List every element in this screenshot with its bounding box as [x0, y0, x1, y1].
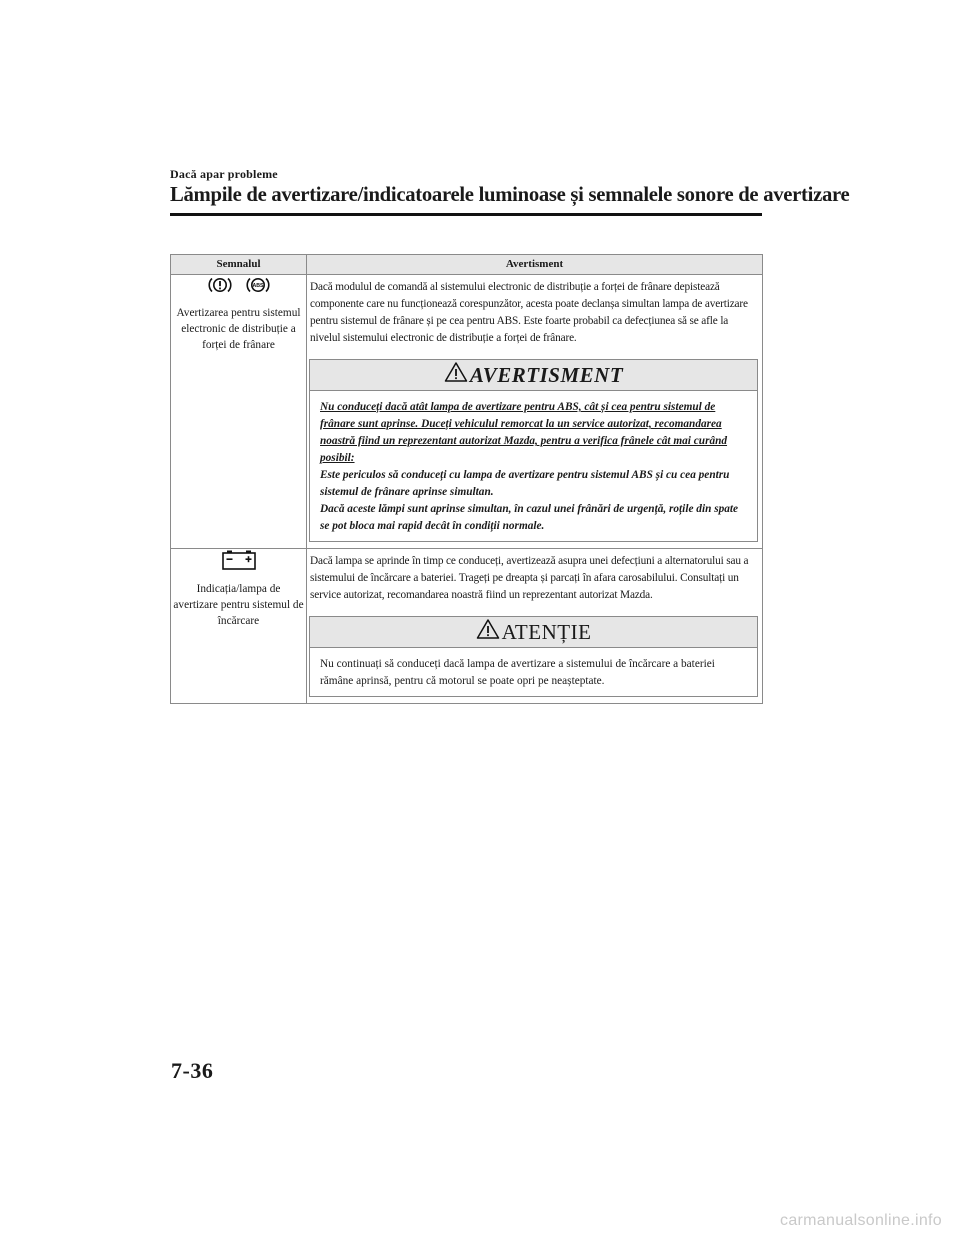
notice-text: Este periculos să conduceți cu lampa de avertizare pentru sistemul ABS și cu cea pentru sistemul de frânare aprinse simultan. — [320, 469, 730, 498]
signal-label: Indicația/lampa de avertizare pentru sistemul de încărcare — [173, 583, 304, 627]
notice-header — [310, 360, 757, 391]
warning-triangle-icon — [444, 361, 468, 389]
table-row — [171, 549, 763, 704]
signal-label: Avertizarea pentru sistemul electronic de distribuție a forței de frânare — [176, 307, 301, 351]
column-header-signal: Semnalul — [171, 255, 307, 275]
page-title: Lămpile de avertizare/indicatoarele luminoase și semnalele sonore de avertizare — [170, 182, 850, 206]
signal-icons — [171, 275, 306, 301]
watermark: carmanualsonline.info — [780, 1212, 942, 1229]
signal-icons — [171, 549, 306, 577]
signal-cell — [171, 549, 307, 704]
title-divider — [170, 213, 762, 216]
notice-text: Nu continuați să conduceți dacă lampa de avertizare a sistemului de încărcare a bateriei rămâne aprinsă, pentru că motorul se poate opri pe neașteptate. — [320, 658, 715, 687]
warning-triangle-icon — [476, 618, 500, 646]
signal-cell — [171, 275, 307, 549]
column-header-warning: Avertisment — [307, 255, 763, 275]
warning-notice-box — [309, 359, 758, 542]
notice-text: Dacă aceste lămpi sunt aprinse simultan, în cazul unei frânări de urgență, roțile din spate se pot bloca mai rapid decât în condiții normale. — [320, 503, 739, 532]
warning-description: Dacă modulul de comandă al sistemului electronic de distribuție a forței de frânare depistează componente care nu funcționează corespunzător, acesta poate declanșa simultan lampa de avertizare pentru sistemul de frânare și pe cea pentru ABS. Este foarte probabil ca defecțiunea să se afle la nivelul sistemului electronic de distribuție a forței de frânare. — [310, 281, 748, 344]
notice-body — [310, 648, 757, 696]
notice-title: AVERTISMENT — [469, 362, 624, 387]
section-label: Dacă apar probleme — [170, 167, 278, 181]
battery-icon — [221, 549, 257, 577]
notice-body — [310, 391, 757, 541]
abs-icon-label: ABS — [252, 283, 263, 289]
table-row — [171, 275, 763, 549]
abs-icon — [245, 275, 271, 301]
brake-warning-icon — [207, 275, 233, 301]
caution-notice-box — [309, 616, 758, 697]
notice-header — [310, 617, 757, 648]
notice-text: Nu conduceți dacă atât lampa de avertizare pentru ABS, cât și cea pentru sistemul de frânare sunt aprinse. Duceți vehiculul remorcat la un service autorizat, recomandarea noastră fiind un reprezentant autorizat Mazda, pentru a verifica frânele cât mai curând posibil: — [320, 401, 728, 464]
warning-cell — [307, 549, 763, 704]
table-header-row — [171, 255, 763, 275]
warning-description: Dacă lampa se aprinde în timp ce conduceți, avertizează asupra unei defecțiuni a alternatorului sau a sistemului de încărcare a bateriei. Trageți pe dreapta și parcați în afara carosabilului. Consultați un service autorizat, recomandarea noastră fiind un reprezentant autorizat Mazda. — [310, 555, 749, 601]
notice-title: ATENȚIE — [501, 619, 592, 644]
warning-cell — [307, 275, 763, 549]
page-number: 7-36 — [171, 1058, 214, 1083]
signals-table — [170, 254, 763, 704]
